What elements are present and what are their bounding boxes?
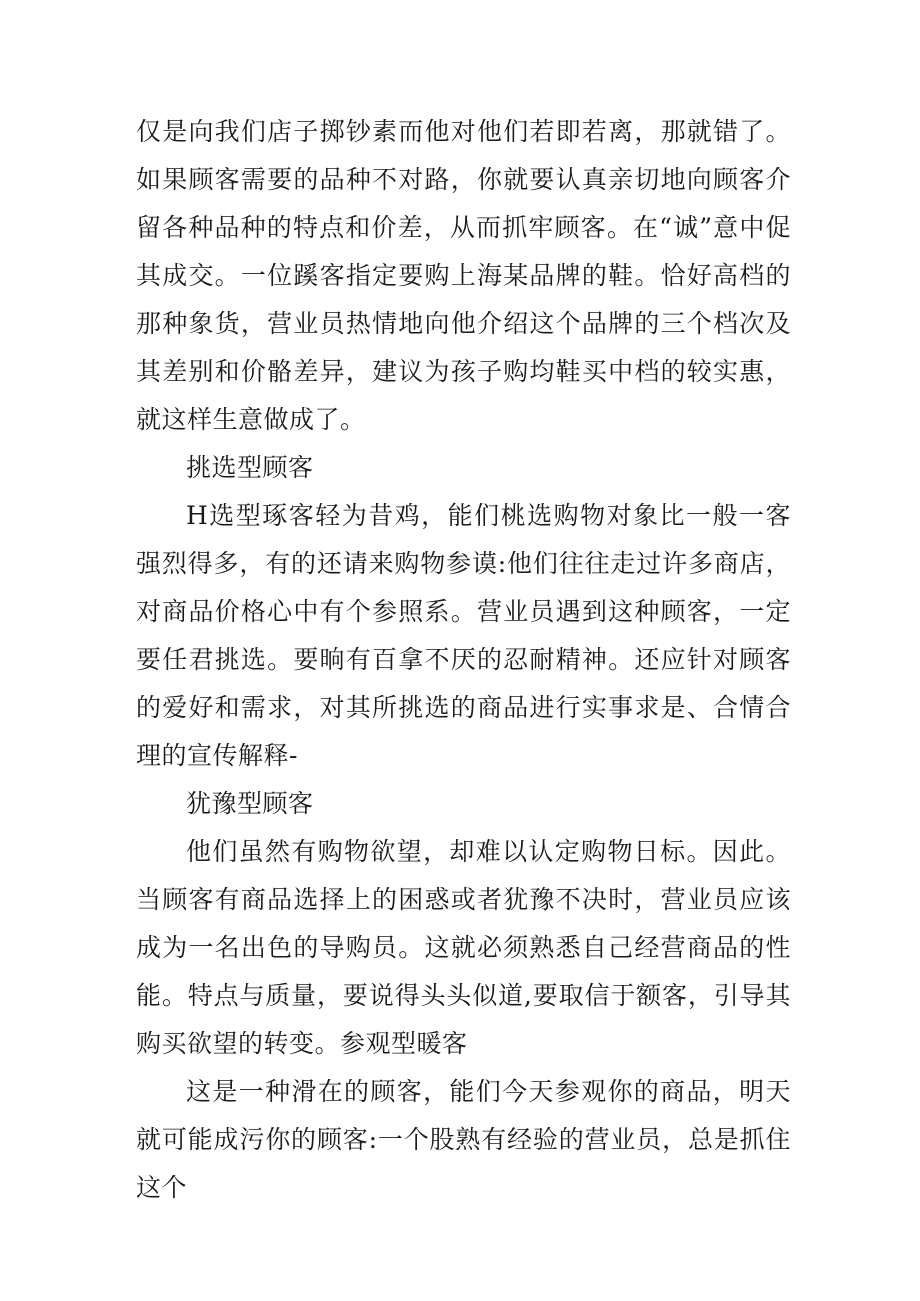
paragraph-hesitant-customer: 他们虽然有购物欲望，却难以认定购物日标。因此。当顾客有商品选择上的困惑或者犹豫不决时，营业员应该成为一名出色的导购员。这就必须熟悉自己经营商品的性能。特点与质量，要说得头头似道,要取信于额客，引导其购买欲望的转变。参观型暖客 [136, 837, 791, 1058]
section-heading-picky-customer: 挑选型顾客 [186, 453, 314, 482]
section-heading-hesitant-customer: 犹豫型顾客 [186, 789, 314, 818]
paragraph-picky-customer: H选型琢客轻为昔鸡，能们桃选购物对象比一般一客强烈得多，有的还请来购物参谟:他们往往走过许多商店，对商品价格心中有个参照系。营业员遇到这种顾客，一定要任君挑选。要晌有百拿不厌的忍耐精神。还应针对顾客的爱好和需求，对其所挑选的商品进行实事求是、合情合理的宣传解释- [136, 501, 791, 770]
paragraph-browsing-customer: 这是一种滑在的顾客，能们今天参观你的商品，明天就可能成污你的顾客:一个股熟有经验的营业员，总是抓住这个 [136, 1077, 791, 1202]
document-body [136, 108, 791, 1212]
paragraph-continuation: 仅是向我们店子掷钞素而他对他们若即若离，那就错了。如果顾客需要的品种不对路，你就要认真亲切地向顾客介留各种品种的特点和价差，从而抓牢顾客。在“诚”意中促其成交。一位蹊客指定要购上海某品牌的鞋。恰好高档的那种象货，营业员热情地向他介绍这个品牌的三个档次及其差别和价骼差异，建议为孩子购均鞋买中档的较实惠，就这样生意做成了。 [136, 117, 791, 434]
